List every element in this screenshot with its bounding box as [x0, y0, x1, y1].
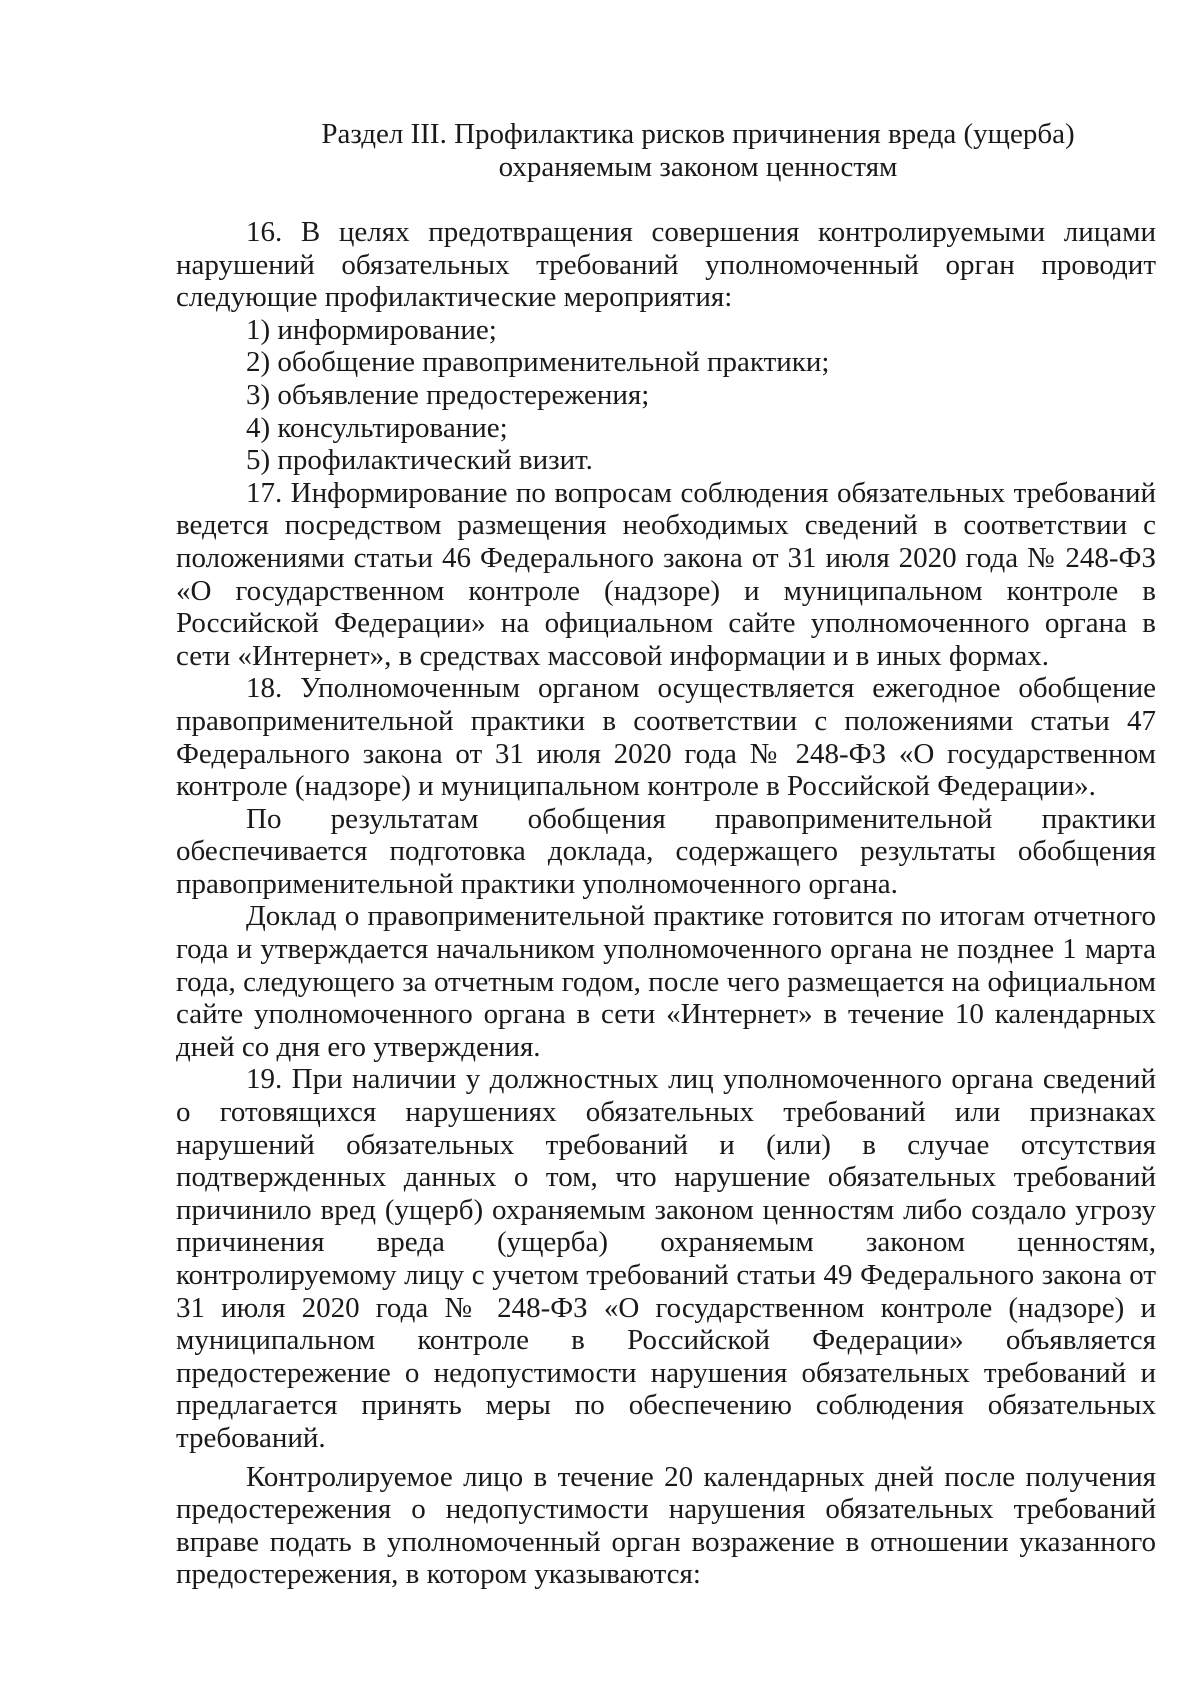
paragraph-18: 18. Уполномоченным органом осуществляется ежегодное обобщение правоприменительной практики в соответствии с положениями статьи 47 Федерального закона от 31 июля 2020 года № 248-ФЗ «О государственном контроле (надзоре) и муниципальном контроле в Российской Федерации». [176, 672, 1156, 803]
paragraph-17: 17. Информирование по вопросам соблюдения обязательных требований ведется посредством размещения необходимых сведений в соответствии с положениями статьи 46 Федерального закона от 31 июля 2020 года № 248-ФЗ «О государственном контроле (надзоре) и муниципальном контроле в Российской Федерации» на официальном сайте уполномоченного органа в сети «Интернет», в средствах массовой информации и в иных формах. [176, 476, 1156, 672]
section-heading-line-2: охраняемым законом ценностям [498, 151, 898, 183]
list-item: 5) профилактический визит. [246, 444, 593, 477]
list-item: 4) консультирование; [246, 411, 508, 444]
list-item: 1) информирование; [246, 313, 497, 346]
paragraph-19: 19. При наличии у должностных лиц уполномоченного органа сведений о готовящихся нарушениях обязательных требований или признаках нарушений обязательных требований и (или) в случае отсутствия подтвержденных данных о том, что нарушение обязательных требований причинило вред (ущерб) охраняемым законом ценностям либо создало угрозу причинения вреда (ущерба) охраняемым законом ценностям, контролируемому лицу с учетом требований статьи 49 Федерального закона от 31 июля 2020 года № 248-ФЗ «О государственном контроле (надзоре) и муниципальном контроле в Российской Федерации» объявляется предостережение о недопустимости нарушения обязательных требований и предлагается принять меры по обеспечению соблюдения обязательных требований. [176, 1063, 1156, 1454]
paragraph-18-report: Доклад о правоприменительной практике готовится по итогам отчетного года и утверждается начальником уполномоченного органа не позднее 1 марта года, следующего за отчетным годом, после чего размещается на официальном сайте уполномоченного органа в сети «Интернет» в течение 10 календарных дней со дня его утверждения. [176, 900, 1156, 1063]
paragraph-18-results: По результатам обобщения правоприменительной практики обеспечивается подготовка доклада, содержащего результаты обобщения правоприменительной практики уполномоченного органа. [176, 802, 1156, 900]
paragraph-16: 16. В целях предотвращения совершения контролируемыми лицами нарушений обязательных требований уполномоченный орган проводит следующие профилактические мероприятия: [176, 216, 1156, 314]
list-item: 3) объявление предостережения; [246, 378, 650, 411]
section-heading [176, 118, 1156, 184]
paragraph-19-objection: Контролируемое лицо в течение 20 календарных дней после получения предостережения о недопустимости нарушения обязательных требований вправе подать в уполномоченный орган возражение в отношении указанного предостережения, в котором указываются: [176, 1460, 1156, 1591]
document-page [176, 118, 1156, 1591]
section-heading-line-1: Раздел III. Профилактика рисков причинения вреда (ущерба) [321, 118, 1075, 150]
list-item: 2) обобщение правоприменительной практики; [246, 346, 830, 379]
